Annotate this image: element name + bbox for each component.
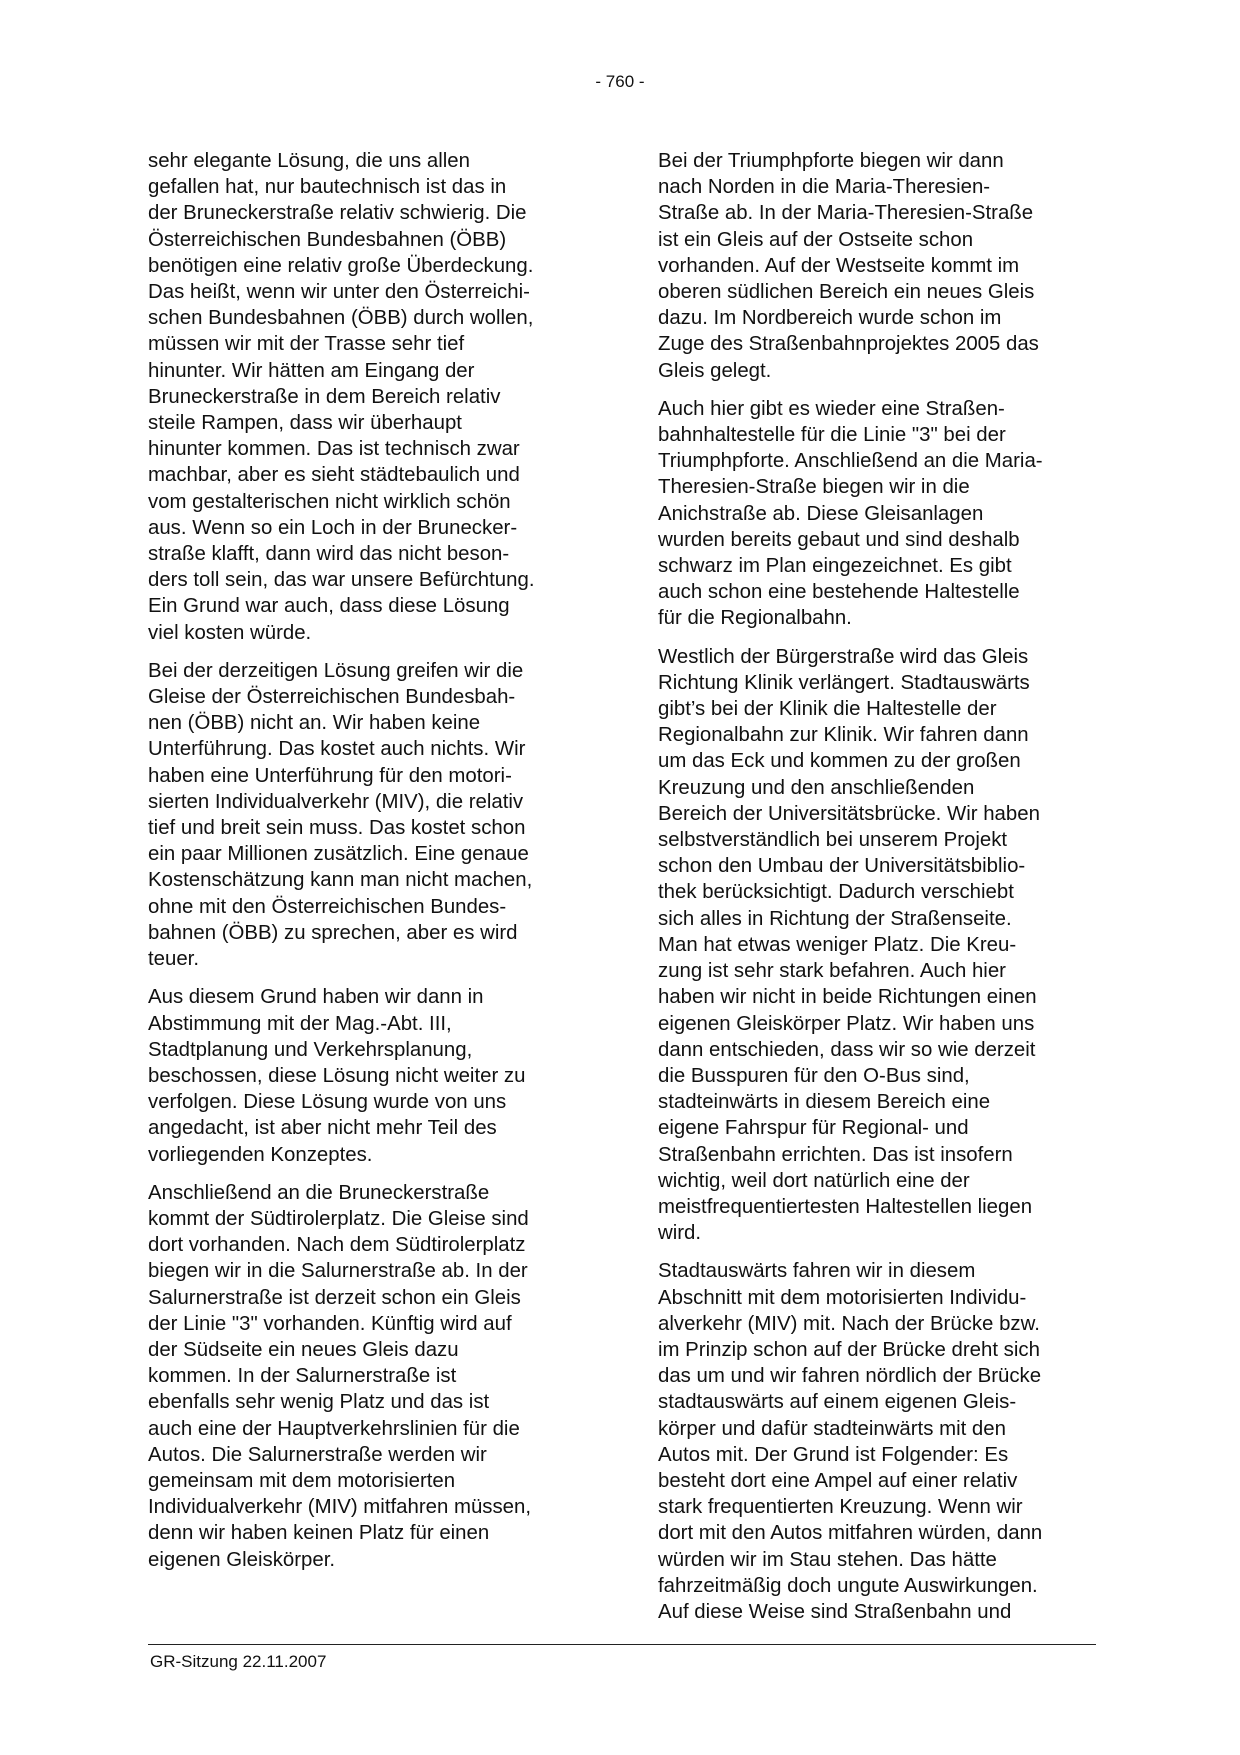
footer-divider — [148, 1644, 1096, 1645]
paragraph: Westlich der Bürgerstraße wird das Gleis Richtung Klinik verlängert. Stadtauswärts gibt’s bei der Klinik die Haltestelle der Regionalbahn zur Klinik. Wir fahren dann um das Eck und kommen zu der großen Kreuzung und den anschließenden Bereich der Universitätsbrücke. Wir haben selbstverständlich bei unserem Projekt schon den Umbau der Universitätsbiblio- thek berücksichtigt. Dadurch verschiebt sich alles in Richtung der Straßenseite. Man hat etwas weniger Platz. Die Kreu- zung ist sehr stark befahren. Auch hier haben wir nicht in beide Richtungen einen eigenen Gleiskörper Platz. Wir haben uns dann entschieden, dass wir so wie derzeit die Busspuren für den O-Bus sind, stadteinwärts in diesem Bereich eine eigene Fahrspur für Regional- und Straßenbahn errichten. Das ist insofern wichtig, weil dort natürlich eine der meistfrequentiertesten Haltestellen liegen wird. — [658, 645, 1040, 1245]
left-column — [148, 148, 594, 1585]
page-number: - 760 - — [595, 72, 645, 91]
paragraph: Anschließend an die Bruneckerstraße kommt der Südtirolerplatz. Die Gleise sind dort vorhanden. Nach dem Südtirolerplatz biegen wir in die Salurnerstraße ab. In der Salurnerstraße ist derzeit schon ein Gleis der Linie "3" vorhanden. Künftig wird auf der Südseite ein neues Gleis dazu kommen. In der Salurnerstraße ist ebenfalls sehr wenig Platz und das ist auch eine der Hauptverkehrslinien für die Autos. Die Salurnerstraße werden wir gemeinsam mit dem motorisierten Individualverkehr (MIV) mitfahren müssen, denn wir haben keinen Platz für einen eigenen Gleiskörper. — [148, 1181, 532, 1571]
paragraph: Bei der Triumphpforte biegen wir dann nach Norden in die Maria-Theresien- Straße ab. In der Maria-Theresien-Straße ist ein Gleis auf der Ostseite schon vorhanden. Auf der Westseite kommt im oberen südlichen Bereich ein neues Gleis dazu. Im Nordbereich wurde schon im Zuge des Straßenbahnprojektes 2005 das Gleis gelegt. — [658, 150, 1039, 382]
right-column — [658, 148, 1104, 1637]
paragraph: Auch hier gibt es wieder eine Straßen- bahnhaltestelle für die Linie "3" bei der Triumphpforte. Anschließend an die Maria- Theresien-Straße biegen wir in die Anichstraße ab. Diese Gleisanlagen wurden bereits gebaut und sind deshalb schwarz im Plan eingezeichnet. Es gibt auch schon eine bestehende Haltestelle für die Regionalbahn. — [658, 397, 1043, 630]
paragraph: Aus diesem Grund haben wir dann in Abstimmung mit der Mag.-Abt. III, Stadtplanung und Verkehrsplanung, beschossen, diese Lösung nicht weiter zu verfolgen. Diese Lösung wurde von uns angedacht, ist aber nicht mehr Teil des vorliegenden Konzeptes. — [148, 986, 526, 1166]
footer-session-date: GR-Sitzung 22.11.2007 — [150, 1652, 327, 1671]
paragraph: Stadtauswärts fahren wir in diesem Abschnitt mit dem motorisierten Individu- alverkehr (MIV) mit. Nach der Brücke bzw. im Prinzip schon auf der Brücke dreht sich das um und wir fahren nördlich der Brücke stadtauswärts auf einem eigenen Gleis- körper und dafür stadteinwärts mit den Autos mit. Der Grund ist Folgender: Es besteht dort eine Ampel auf einer relativ stark frequentierten Kreuzung. Wenn wir dort mit den Autos mitfahren würden, dann würden wir im Stau stehen. Das hätte fahrzeitmäßig doch ungute Auswirkungen. Auf diese Weise sind Straßenbahn und — [658, 1260, 1043, 1623]
paragraph: sehr elegante Lösung, die uns allen gefallen hat, nur bautechnisch ist das in der Bruneckerstraße relativ schwierig. Die Österreichischen Bundesbahnen (ÖBB) benötigen eine relativ große Überdeckung. Das heißt, wenn wir unter den Österreichi- schen Bundesbahnen (ÖBB) durch wollen, müssen wir mit der Trasse sehr tief hinunter. Wir hätten am Eingang der Bruneckerstraße in dem Bereich relativ steile Rampen, dass wir überhaupt hinunter kommen. Das ist technisch zwar machbar, aber es sieht städtebaulich und vom gestalterischen nicht wirklich schön aus. Wenn so ein Loch in der Brunecker- straße klafft, dann wird das nicht beson- ders toll sein, das war unsere Befürchtung. Ein Grund war auch, dass diese Lösung viel kosten würde. — [148, 150, 535, 644]
paragraph: Bei der derzeitigen Lösung greifen wir die Gleise der Österreichischen Bundesbah- nen (ÖBB) nicht an. Wir haben keine Unterführung. Das kostet auch nichts. Wir haben eine Unterführung für den motori- sierten Individualverkehr (MIV), die relativ tief und breit sein muss. Das kostet schon ein paar Millionen zusätzlich. Eine genaue Kostenschätzung kann man nicht machen, ohne mit den Österreichischen Bundes- bahnen (ÖBB) zu sprechen, aber es wird teuer. — [148, 659, 533, 971]
